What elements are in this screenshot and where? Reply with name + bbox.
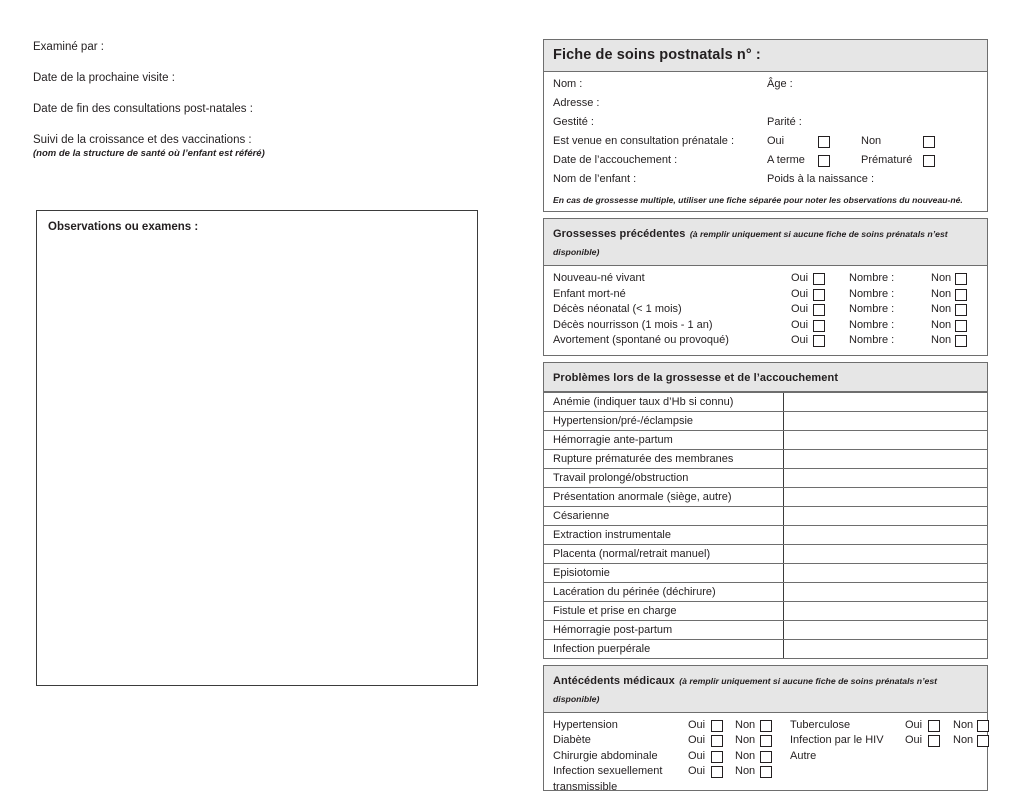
identity-row-antenatal-visit (553, 135, 978, 154)
table-row (544, 506, 987, 525)
postnatal-end-date-label: Date de fin des consultations post-natales : (33, 103, 253, 115)
medical-history-title: Antécédents médicaux (553, 674, 675, 687)
problem-label-cesarean: Césarienne (544, 506, 784, 525)
medical-history-row (553, 750, 978, 766)
infant-death-no-label: Non (931, 318, 952, 331)
previous-pregnancy-row (553, 319, 978, 335)
next-visit-date-label: Date de la prochaine visite : (33, 72, 175, 84)
stillbirth-yes-checkbox[interactable] (813, 289, 825, 301)
neonatal-death-no-checkbox[interactable] (955, 304, 967, 316)
table-row (544, 582, 987, 601)
table-row (544, 563, 987, 582)
next-visit-date-line (33, 71, 493, 85)
problem-value-fistula[interactable] (784, 601, 988, 620)
problems-title: Problèmes lors de la grossesse et de l’accouchement (553, 371, 839, 384)
live-birth-yes-label: Oui (791, 272, 809, 284)
multiple-pregnancy-footnote: En cas de grossesse multiple, utiliser une fiche séparée pour noter les observations du nouveau-né. (553, 195, 963, 205)
sti-yes-checkbox[interactable] (711, 766, 723, 778)
abdominal-surgery-yes-label: Oui (688, 749, 706, 762)
table-row (544, 392, 987, 411)
postnatal-end-date-line (33, 102, 493, 116)
medical-history-body (544, 713, 987, 793)
live-birth-count-label: Nombre : (849, 272, 895, 284)
problem-label-fistula: Fistule et prise en charge (544, 601, 784, 620)
birth-weight-label: Poids à la naissance : (767, 173, 875, 185)
problem-value-instrumental-extraction[interactable] (784, 525, 988, 544)
table-row (544, 430, 987, 449)
live-birth-no-checkbox[interactable] (955, 273, 967, 285)
sti-no-checkbox[interactable] (760, 766, 772, 778)
tuberculosis-no-label: Non (953, 718, 974, 731)
problem-value-hypertension-eclampsia[interactable] (784, 411, 988, 430)
other-condition-label: Autre (790, 749, 817, 762)
problem-label-puerperal-infection: Infection puerpérale (544, 639, 784, 658)
parity-label: Parité : (767, 116, 802, 128)
observations-box[interactable] (36, 210, 478, 686)
previous-pregnancy-row (553, 303, 978, 319)
infant-death-yes-checkbox[interactable] (813, 320, 825, 332)
diabetes-label: Diabète (553, 734, 591, 746)
hiv-infection-yes-label: Oui (905, 734, 923, 746)
sti-yes-label: Oui (688, 765, 706, 777)
right-column (543, 39, 988, 797)
examined-by-label: Examiné par : (33, 41, 104, 53)
problems-panel (543, 362, 988, 659)
problems-header (544, 363, 987, 392)
abortion-label: Avortement (spontané ou provoqué) (553, 334, 729, 346)
problem-value-placenta[interactable] (784, 544, 988, 563)
infant-death-count-label: Nombre : (849, 318, 895, 331)
child-name-label: Nom de l’enfant : (553, 173, 637, 185)
problem-label-perineal-laceration: Lacération du périnée (déchirure) (544, 582, 784, 601)
neonatal-death-yes-checkbox[interactable] (813, 304, 825, 316)
stillbirth-no-label: Non (931, 287, 952, 300)
problem-value-episiotomy[interactable] (784, 563, 988, 582)
problem-value-abnormal-presentation[interactable] (784, 487, 988, 506)
abdominal-surgery-label: Chirurgie abdominale (553, 749, 658, 762)
hypertension-yes-checkbox[interactable] (711, 720, 723, 732)
problems-table (544, 392, 987, 658)
antenatal-visit-label: Est venue en consultation prénatale : (553, 135, 735, 147)
identity-panel-body (544, 72, 987, 211)
hypertension-label: Hypertension (553, 718, 618, 731)
stillbirth-label: Enfant mort-né (553, 287, 626, 300)
identity-row-name (553, 78, 978, 97)
problem-value-prolonged-labor[interactable] (784, 468, 988, 487)
table-row (544, 639, 987, 658)
table-row (544, 544, 987, 563)
infant-death-yes-label: Oui (791, 318, 809, 331)
diabetes-no-label: Non (735, 734, 756, 746)
medical-history-header (544, 666, 987, 713)
identity-panel (543, 39, 988, 212)
neonatal-death-label: Décès néonatal (< 1 mois) (553, 303, 682, 315)
term-checkbox[interactable] (818, 155, 830, 167)
identity-row-child-name (553, 173, 978, 192)
previous-pregnancy-row (553, 272, 978, 288)
previous-pregnancies-note: (à remplir uniquement si aucune fiche de soins prénatals n’est disponible) (553, 229, 948, 257)
table-row (544, 468, 987, 487)
term-label: A terme (767, 154, 805, 166)
antenatal-visit-no-checkbox[interactable] (923, 136, 935, 148)
abdominal-surgery-no-label: Non (735, 749, 756, 762)
live-birth-label: Nouveau-né vivant (553, 272, 645, 284)
previous-pregnancy-row (553, 288, 978, 304)
premature-checkbox[interactable] (923, 155, 935, 167)
hiv-infection-no-checkbox[interactable] (977, 735, 989, 747)
sti-no-label: Non (735, 765, 756, 777)
neonatal-death-no-label: Non (931, 303, 952, 315)
left-column (33, 40, 493, 160)
stillbirth-no-checkbox[interactable] (955, 289, 967, 301)
tuberculosis-yes-label: Oui (905, 718, 923, 731)
previous-pregnancies-header (544, 219, 987, 266)
infant-death-no-checkbox[interactable] (955, 320, 967, 332)
live-birth-yes-checkbox[interactable] (813, 273, 825, 285)
problem-label-hypertension-eclampsia: Hypertension/pré-/éclampsie (544, 411, 784, 430)
sti-label: Infection sexuellement (553, 765, 663, 777)
table-row (544, 449, 987, 468)
neonatal-death-yes-label: Oui (791, 303, 809, 315)
table-row (544, 601, 987, 620)
tuberculosis-label: Tuberculose (790, 718, 851, 731)
medical-history-row (553, 734, 978, 750)
problem-value-anemia[interactable] (784, 392, 988, 411)
observations-label: Observations ou examens : (48, 221, 199, 233)
abortion-yes-label: Oui (791, 334, 809, 346)
infant-death-label: Décès nourrisson (1 mois - 1 an) (553, 318, 713, 331)
identity-row-delivery-date (553, 154, 978, 173)
identity-row-gravidity (553, 116, 978, 135)
medical-history-row (553, 719, 978, 735)
premature-label: Prématuré (861, 154, 913, 166)
identity-row-address (553, 97, 978, 116)
problem-label-premature-rupture: Rupture prématurée des membranes (544, 449, 784, 468)
growth-vaccination-followup-label: Suivi de la croissance et des vaccinations : (33, 134, 252, 146)
medical-history-panel (543, 665, 988, 791)
hypertension-no-label: Non (735, 718, 756, 731)
antenatal-visit-yes-checkbox[interactable] (818, 136, 830, 148)
neonatal-death-count-label: Nombre : (849, 303, 895, 315)
examined-by-line (33, 40, 493, 54)
hypertension-no-checkbox[interactable] (760, 720, 772, 732)
abortion-no-label: Non (931, 334, 952, 346)
medical-history-row (553, 765, 978, 781)
diabetes-no-checkbox[interactable] (760, 735, 772, 747)
abdominal-surgery-yes-checkbox[interactable] (711, 751, 723, 763)
antenatal-visit-no-label: Non (861, 135, 882, 147)
table-row (544, 487, 987, 506)
hiv-infection-no-label: Non (953, 734, 974, 746)
hiv-infection-yes-checkbox[interactable] (928, 735, 940, 747)
growth-vaccination-followup-line (33, 133, 493, 160)
diabetes-yes-checkbox[interactable] (711, 735, 723, 747)
problem-value-postpartum-hemorrhage[interactable] (784, 620, 988, 639)
problem-value-premature-rupture[interactable] (784, 449, 988, 468)
diabetes-yes-label: Oui (688, 734, 706, 746)
live-birth-no-label: Non (931, 272, 952, 284)
problem-label-anemia: Anémie (indiquer taux d’Hb si connu) (544, 392, 784, 411)
gravidity-label: Gestité : (553, 116, 594, 128)
previous-pregnancy-row (553, 334, 978, 350)
problem-value-puerperal-infection[interactable] (784, 639, 988, 658)
tuberculosis-yes-checkbox[interactable] (928, 720, 940, 732)
problem-label-postpartum-hemorrhage: Hémorragie post-partum (544, 620, 784, 639)
delivery-date-label: Date de l’accouchement : (553, 154, 678, 166)
problem-label-episiotomy: Episiotomie (544, 563, 784, 582)
table-row (544, 620, 987, 639)
abortion-count-label: Nombre : (849, 334, 895, 346)
identity-panel-header (544, 40, 987, 72)
stillbirth-yes-label: Oui (791, 287, 809, 300)
growth-vaccination-followup-subnote: (nom de la structure de santé où l’enfant est référé) (33, 148, 265, 159)
problem-label-prolonged-labor: Travail prolongé/obstruction (544, 468, 784, 487)
previous-pregnancies-panel (543, 218, 988, 356)
problem-value-antepartum-hemorrhage[interactable] (784, 430, 988, 449)
problem-value-perineal-laceration[interactable] (784, 582, 988, 601)
abortion-no-checkbox[interactable] (955, 335, 967, 347)
problem-label-abnormal-presentation: Présentation anormale (siège, autre) (544, 487, 784, 506)
address-label: Adresse : (553, 97, 600, 109)
abortion-yes-checkbox[interactable] (813, 335, 825, 347)
tuberculosis-no-checkbox[interactable] (977, 720, 989, 732)
medical-history-note: (à remplir uniquement si aucune fiche de soins prénatals n’est disponible) (553, 675, 938, 704)
problem-label-antepartum-hemorrhage: Hémorragie ante-partum (544, 430, 784, 449)
previous-pregnancies-body (544, 266, 987, 355)
problem-label-placenta: Placenta (normal/retrait manuel) (544, 544, 784, 563)
table-row (544, 411, 987, 430)
hiv-infection-label: Infection par le HIV (790, 734, 884, 746)
abdominal-surgery-no-checkbox[interactable] (760, 751, 772, 763)
hypertension-yes-label: Oui (688, 718, 706, 731)
table-row (544, 525, 987, 544)
antenatal-visit-yes-label: Oui (767, 135, 785, 147)
problem-label-instrumental-extraction: Extraction instrumentale (544, 525, 784, 544)
age-label: Âge : (767, 78, 793, 90)
sti-label-continuation: transmissible (553, 780, 618, 793)
problem-value-cesarean[interactable] (784, 506, 988, 525)
page-title: Fiche de soins postnatals n° : (553, 47, 761, 63)
name-label: Nom : (553, 78, 583, 90)
stillbirth-count-label: Nombre : (849, 287, 895, 300)
previous-pregnancies-title: Grossesses précédentes (553, 228, 686, 240)
